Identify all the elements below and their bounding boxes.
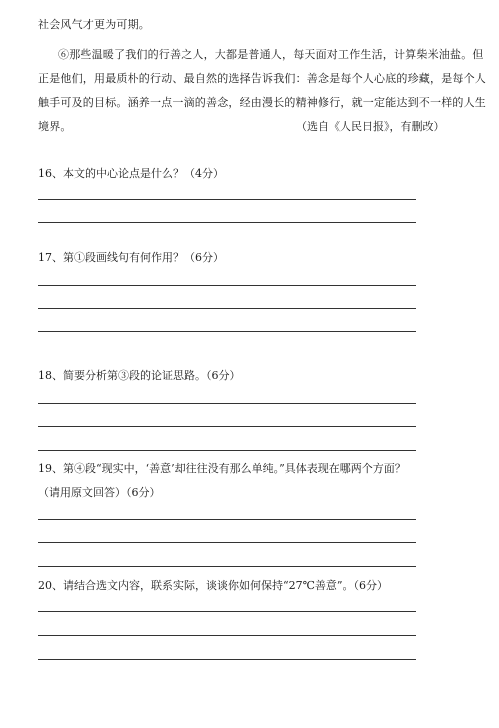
answer-line[interactable] (38, 285, 416, 286)
answer-line[interactable] (38, 542, 416, 543)
answer-line[interactable] (38, 403, 416, 404)
question-19-note: （请用原文回答）（6分） (38, 486, 161, 499)
question-16: 16、本文的中心论点是什么？（4分） (38, 167, 224, 180)
question-19: 19、第④段“现实中，‘善意’却往往没有那么单纯。”具体表现在哪两个方面？ (38, 462, 406, 475)
passage-line: 社会风气才更为可期。 (38, 18, 150, 31)
answer-line[interactable] (38, 199, 416, 200)
passage-line: ⑥那些温暖了我们的行善之人，大都是普通人，每天面对工作生活，计算柴米油盐。但 (58, 48, 484, 61)
answer-line[interactable] (38, 659, 416, 660)
answer-line[interactable] (38, 450, 416, 451)
answer-line[interactable] (38, 308, 416, 309)
question-17: 17、第①段画线句有何作用？（6分） (38, 251, 224, 264)
passage-line: 正是他们，用最质朴的行动、最自然的选择告诉我们：善念是每个人心底的珍藏，是每个人 (38, 72, 486, 85)
passage-line: 触手可及的目标。涵养一点一滴的善念，经由漫长的精神修行，就一定能达到不一样的人生 (38, 96, 486, 109)
answer-line[interactable] (38, 426, 416, 427)
passage-source: （选自《人民日报》，有删改） (296, 120, 445, 133)
question-18: 18、简要分析第③段的论证思路。（6分） (38, 369, 241, 382)
answer-line[interactable] (38, 222, 416, 223)
question-20: 20、请结合选文内容，联系实际，谈谈你如何保持“27℃善意”。（6分） (38, 579, 389, 592)
answer-line[interactable] (38, 566, 416, 567)
answer-line[interactable] (38, 519, 416, 520)
answer-line[interactable] (38, 331, 416, 332)
answer-line[interactable] (38, 611, 416, 612)
passage-line: 境界。 (38, 120, 72, 133)
answer-line[interactable] (38, 635, 416, 636)
